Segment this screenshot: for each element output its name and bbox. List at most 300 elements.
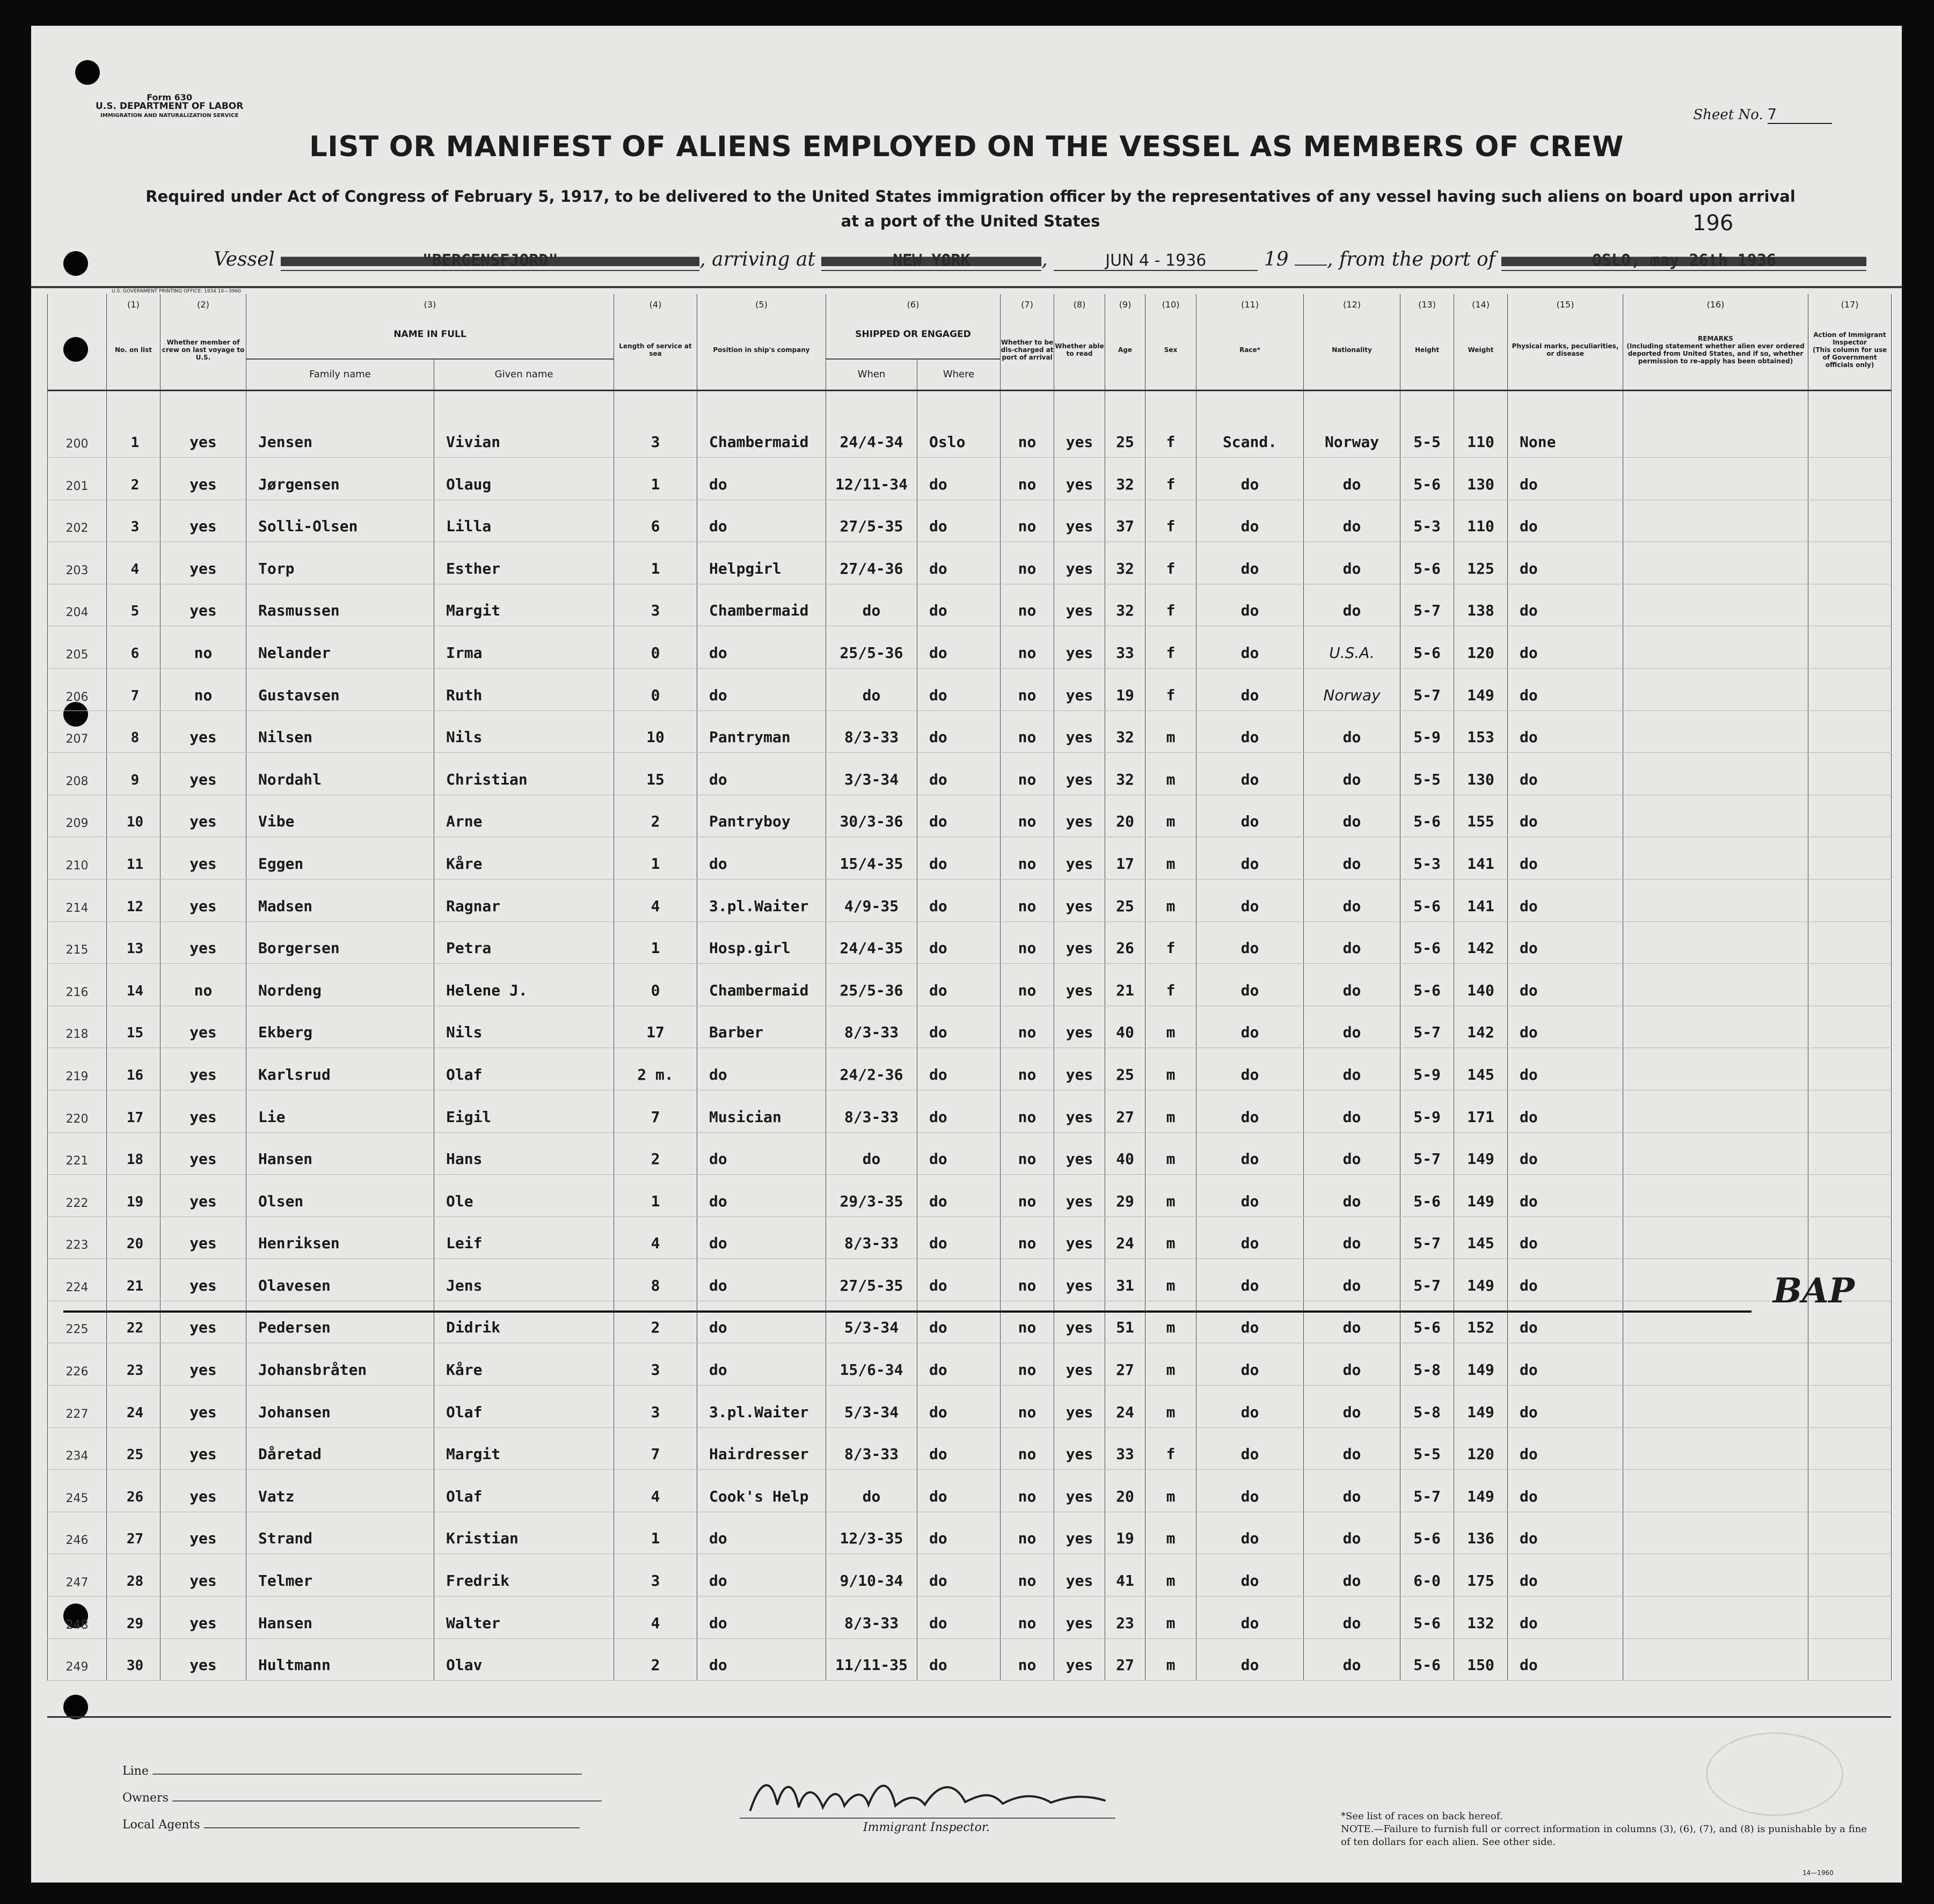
age-cell: 19: [1105, 1512, 1145, 1554]
header-position: Position in ship's company: [697, 310, 826, 391]
sex-cell: f: [1145, 626, 1196, 669]
from-label: , from the port of: [1327, 248, 1495, 270]
service-cell: 4: [614, 1217, 697, 1259]
action-cell: [1808, 1597, 1892, 1639]
col-number: (4): [614, 294, 697, 310]
height-cell: 5-6: [1400, 879, 1454, 921]
where-cell: do: [917, 500, 1001, 542]
when-cell: 3/3-34: [826, 753, 917, 795]
header-where: Where: [917, 359, 1001, 391]
header-nationality: Nationality: [1304, 310, 1400, 391]
physical-cell: do: [1508, 879, 1623, 921]
physical-cell: do: [1508, 1638, 1623, 1681]
discharge-cell: no: [1001, 1597, 1054, 1639]
weight-cell: 171: [1454, 1090, 1508, 1132]
nationality-cell: do: [1304, 1554, 1400, 1597]
remarks-cell: [1623, 1638, 1808, 1681]
weight-cell: 130: [1454, 753, 1508, 795]
member-cell: yes: [160, 584, 246, 626]
margin-number: 208: [48, 753, 107, 795]
table-row: [48, 1175, 1892, 1217]
nationality-cell: do: [1304, 1175, 1400, 1217]
inspector-signature: [729, 1767, 1158, 1826]
table-row: [48, 1217, 1892, 1259]
height-cell: 5-7: [1400, 1217, 1454, 1259]
race-cell: do: [1196, 1638, 1304, 1681]
action-cell: [1808, 458, 1892, 500]
table-row: [48, 1554, 1892, 1597]
weight-cell: 141: [1454, 837, 1508, 880]
table-row: [48, 1301, 1892, 1343]
margin-number: 205: [48, 626, 107, 669]
row-number: 7: [107, 668, 160, 711]
member-cell: yes: [160, 1132, 246, 1175]
family-name-cell: Ekberg: [246, 1006, 434, 1048]
service-cell: 0: [614, 964, 697, 1006]
discharge-cell: no: [1001, 1259, 1054, 1301]
physical-cell: do: [1508, 1470, 1623, 1512]
read-cell: yes: [1054, 1175, 1105, 1217]
family-name-cell: Eggen: [246, 837, 434, 880]
action-cell: [1808, 1554, 1892, 1597]
member-cell: no: [160, 626, 246, 669]
age-cell: 24: [1105, 1386, 1145, 1428]
position-cell: do: [697, 1132, 826, 1175]
when-cell: 27/4-36: [826, 542, 917, 584]
weight-cell: 152: [1454, 1301, 1508, 1343]
table-row: [48, 1386, 1892, 1428]
weight-cell: 145: [1454, 1217, 1508, 1259]
sex-cell: f: [1145, 964, 1196, 1006]
row-number: 10: [107, 795, 160, 837]
row-number: 22: [107, 1301, 160, 1343]
remarks-cell: [1623, 1006, 1808, 1048]
remarks-cell: [1623, 1090, 1808, 1132]
header-action: [1808, 310, 1892, 391]
family-name-cell: Vibe: [246, 795, 434, 837]
weight-cell: 149: [1454, 1132, 1508, 1175]
position-cell: Hairdresser: [697, 1427, 826, 1470]
nationality-cell: do: [1304, 879, 1400, 921]
table-row: [48, 1006, 1892, 1048]
age-cell: 32: [1105, 753, 1145, 795]
age-cell: 27: [1105, 1090, 1145, 1132]
table-row: [48, 584, 1892, 626]
member-cell: no: [160, 964, 246, 1006]
read-cell: yes: [1054, 1470, 1105, 1512]
service-cell: 3: [614, 1343, 697, 1386]
action-note: (This column for use of Government officials only): [1812, 346, 1887, 369]
read-cell: yes: [1054, 1638, 1105, 1681]
race-cell: do: [1196, 1512, 1304, 1554]
position-cell: do: [697, 1259, 826, 1301]
when-cell: 24/2-36: [826, 1048, 917, 1090]
position-cell: do: [697, 1597, 826, 1639]
given-name-cell: Leif: [434, 1217, 614, 1259]
discharge-cell: no: [1001, 1343, 1054, 1386]
when-cell: 8/3-33: [826, 1597, 917, 1639]
where-cell: do: [917, 1597, 1001, 1639]
height-cell: 5-9: [1400, 1090, 1454, 1132]
discharge-cell: no: [1001, 1554, 1054, 1597]
discharge-cell: no: [1001, 1427, 1054, 1470]
remarks-cell: [1623, 795, 1808, 837]
agents-field: [122, 1818, 580, 1832]
where-cell: do: [917, 1259, 1001, 1301]
height-cell: 5-6: [1400, 795, 1454, 837]
header-able-read: Whether able to read: [1054, 310, 1105, 391]
given-name-cell: Kristian: [434, 1512, 614, 1554]
header-age: Age: [1105, 310, 1145, 391]
given-name-cell: Olaf: [434, 1386, 614, 1428]
age-cell: 40: [1105, 1132, 1145, 1175]
where-cell: do: [917, 1386, 1001, 1428]
action-cell: [1808, 1470, 1892, 1512]
sex-cell: m: [1145, 1554, 1196, 1597]
action-cell: [1808, 711, 1892, 753]
year-blank: [1295, 265, 1327, 266]
table-row: [48, 1132, 1892, 1175]
row-number: 1: [107, 391, 160, 458]
penalty-note: NOTE.—Failure to furnish full or correct information in columns (3), (6), (7), and (8) is punishable by a fine of ten dollars for each alien. See other side.: [1341, 1824, 1867, 1848]
physical-cell: do: [1508, 1554, 1623, 1597]
where-cell: do: [917, 879, 1001, 921]
weight-cell: 125: [1454, 542, 1508, 584]
family-name-cell: Jørgensen: [246, 458, 434, 500]
family-name-cell: Dåretad: [246, 1427, 434, 1470]
sex-cell: m: [1145, 711, 1196, 753]
weight-cell: 149: [1454, 1175, 1508, 1217]
read-cell: yes: [1054, 1090, 1105, 1132]
table-row: [48, 626, 1892, 669]
height-cell: 5-7: [1400, 1470, 1454, 1512]
col-number: (13): [1400, 294, 1454, 310]
page-subtitle: Required under Act of Congress of February 5, 1917, to be delivered to the United States immigration officer by the representatives of any vessel having such aliens on board upon arrival at a port of the United States: [145, 187, 1796, 230]
age-cell: 33: [1105, 1427, 1145, 1470]
row-number: 20: [107, 1217, 160, 1259]
member-cell: yes: [160, 837, 246, 880]
nationality-cell: do: [1304, 837, 1400, 880]
when-cell: 8/3-33: [826, 1006, 917, 1048]
arrival-date-stamp: JUN 4 - 1936: [1054, 251, 1258, 271]
sex-cell: m: [1145, 1343, 1196, 1386]
physical-cell: do: [1508, 964, 1623, 1006]
given-name-cell: Nils: [434, 711, 614, 753]
row-number: 5: [107, 584, 160, 626]
position-cell: do: [697, 1343, 826, 1386]
race-cell: do: [1196, 711, 1304, 753]
action-cell: [1808, 1427, 1892, 1470]
sex-cell: f: [1145, 391, 1196, 458]
when-cell: 4/9-35: [826, 879, 917, 921]
margin-number: 248: [48, 1597, 107, 1639]
table-row: [48, 542, 1892, 584]
discharge-cell: no: [1001, 1175, 1054, 1217]
age-cell: 27: [1105, 1638, 1145, 1681]
action-cell: [1808, 1512, 1892, 1554]
read-cell: yes: [1054, 458, 1105, 500]
position-cell: Musician: [697, 1090, 826, 1132]
service-cell: 2: [614, 795, 697, 837]
margin-number: 225: [48, 1301, 107, 1343]
service-cell: 1: [614, 458, 697, 500]
col-number: (9): [1105, 294, 1145, 310]
sex-cell: f: [1145, 458, 1196, 500]
remarks-cell: [1623, 964, 1808, 1006]
given-name-cell: Nils: [434, 1006, 614, 1048]
family-name-cell: Johansbråten: [246, 1343, 434, 1386]
service-cell: 1: [614, 1512, 697, 1554]
remarks-cell: [1623, 1048, 1808, 1090]
read-cell: yes: [1054, 584, 1105, 626]
service-cell: 17: [614, 1006, 697, 1048]
table-row: [48, 1427, 1892, 1470]
physical-cell: do: [1508, 626, 1623, 669]
member-cell: yes: [160, 1217, 246, 1259]
read-cell: yes: [1054, 542, 1105, 584]
races-note: *See list of races on back hereof.: [1341, 1811, 1503, 1822]
discharge-cell: no: [1001, 711, 1054, 753]
weight-cell: 110: [1454, 391, 1508, 458]
position-cell: do: [697, 1217, 826, 1259]
age-cell: 41: [1105, 1554, 1145, 1597]
header-remarks: [1623, 310, 1808, 391]
family-name-cell: Nordahl: [246, 753, 434, 795]
action-cell: [1808, 753, 1892, 795]
age-cell: 17: [1105, 837, 1145, 880]
column-numbers: [48, 294, 1892, 310]
action-cell: [1808, 837, 1892, 880]
sex-cell: m: [1145, 795, 1196, 837]
race-cell: do: [1196, 500, 1304, 542]
header-whether-member: Whether member of crew on last voyage to U.S.: [160, 310, 246, 391]
margin-number: 202: [48, 500, 107, 542]
position-cell: do: [697, 626, 826, 669]
height-cell: 5-8: [1400, 1343, 1454, 1386]
service-cell: 2: [614, 1638, 697, 1681]
position-cell: Pantryman: [697, 711, 826, 753]
age-cell: 40: [1105, 1006, 1145, 1048]
discharge-cell: no: [1001, 668, 1054, 711]
where-cell: do: [917, 1427, 1001, 1470]
member-cell: yes: [160, 1597, 246, 1639]
position-cell: Chambermaid: [697, 391, 826, 458]
service-cell: 7: [614, 1090, 697, 1132]
margin-number: 209: [48, 795, 107, 837]
row-number: 18: [107, 1132, 160, 1175]
when-cell: 8/3-33: [826, 711, 917, 753]
when-cell: 27/5-35: [826, 1259, 917, 1301]
row-number: 12: [107, 879, 160, 921]
position-cell: Helpgirl: [697, 542, 826, 584]
discharge-cell: no: [1001, 1512, 1054, 1554]
action-cell: [1808, 879, 1892, 921]
weight-cell: 145: [1454, 1048, 1508, 1090]
service-cell: 1: [614, 542, 697, 584]
where-cell: do: [917, 921, 1001, 964]
table-row: [48, 711, 1892, 753]
sex-cell: f: [1145, 921, 1196, 964]
year-label: 19: [1264, 248, 1289, 270]
table-row: [48, 964, 1892, 1006]
where-cell: do: [917, 1301, 1001, 1343]
nationality-cell: do: [1304, 1048, 1400, 1090]
given-name-cell: Ragnar: [434, 879, 614, 921]
nationality-cell: do: [1304, 542, 1400, 584]
row-number: 3: [107, 500, 160, 542]
agents-blank: [204, 1827, 580, 1828]
table-row: [48, 921, 1892, 964]
read-cell: yes: [1054, 1343, 1105, 1386]
margin-number: 223: [48, 1217, 107, 1259]
when-cell: 11/11-35: [826, 1638, 917, 1681]
member-cell: yes: [160, 542, 246, 584]
col-number: (8): [1054, 294, 1105, 310]
header-name-in-full: NAME IN FULL: [246, 310, 614, 359]
sex-cell: m: [1145, 1048, 1196, 1090]
department: U.S. DEPARTMENT OF LABOR: [96, 101, 244, 112]
height-cell: 5-6: [1400, 1512, 1454, 1554]
remarks-cell: [1623, 542, 1808, 584]
physical-cell: do: [1508, 458, 1623, 500]
weight-cell: 142: [1454, 921, 1508, 964]
line-blank: [152, 1774, 582, 1775]
member-cell: yes: [160, 1301, 246, 1343]
row-number: 19: [107, 1175, 160, 1217]
sex-cell: f: [1145, 668, 1196, 711]
when-cell: 24/4-34: [826, 391, 917, 458]
margin-number: 200: [48, 391, 107, 458]
race-cell: do: [1196, 1427, 1304, 1470]
sex-cell: f: [1145, 1427, 1196, 1470]
when-cell: 27/5-35: [826, 500, 917, 542]
nationality-cell: Norway: [1304, 391, 1400, 458]
read-cell: yes: [1054, 626, 1105, 669]
action-cell: [1808, 542, 1892, 584]
age-cell: 19: [1105, 668, 1145, 711]
member-cell: yes: [160, 753, 246, 795]
age-cell: 25: [1105, 879, 1145, 921]
where-cell: do: [917, 626, 1001, 669]
physical-cell: None: [1508, 391, 1623, 458]
service-cell: 10: [614, 711, 697, 753]
table-row: [48, 1048, 1892, 1090]
given-name-cell: Walter: [434, 1597, 614, 1639]
discharge-cell: no: [1001, 964, 1054, 1006]
age-cell: 33: [1105, 626, 1145, 669]
margin-number: 245: [48, 1470, 107, 1512]
col-number: (11): [1196, 294, 1304, 310]
vessel-name: "BERGENSFJORD": [281, 251, 699, 271]
action-title: Action of Immigrant Inspector: [1813, 331, 1886, 346]
read-cell: yes: [1054, 964, 1105, 1006]
where-cell: do: [917, 795, 1001, 837]
read-cell: yes: [1054, 1386, 1105, 1428]
position-cell: do: [697, 1301, 826, 1343]
header-height: Height: [1400, 310, 1454, 391]
table-row: [48, 1259, 1892, 1301]
weight-cell: 149: [1454, 1259, 1508, 1301]
member-cell: yes: [160, 1386, 246, 1428]
family-name-cell: Rasmussen: [246, 584, 434, 626]
inspector-label: Immigrant Inspector.: [863, 1821, 990, 1834]
service-cell: 3: [614, 584, 697, 626]
physical-cell: do: [1508, 711, 1623, 753]
age-cell: 27: [1105, 1343, 1145, 1386]
nationality-cell: do: [1304, 795, 1400, 837]
column-labels: [48, 310, 1892, 359]
margin-number: 234: [48, 1427, 107, 1470]
table-row: [48, 753, 1892, 795]
family-name-cell: Henriksen: [246, 1217, 434, 1259]
when-cell: 9/10-34: [826, 1554, 917, 1597]
read-cell: yes: [1054, 1006, 1105, 1048]
race-cell: do: [1196, 1006, 1304, 1048]
weight-cell: 110: [1454, 500, 1508, 542]
margin-number: 222: [48, 1175, 107, 1217]
physical-cell: do: [1508, 1386, 1623, 1428]
remarks-cell: [1623, 500, 1808, 542]
race-cell: do: [1196, 1217, 1304, 1259]
weight-cell: 130: [1454, 458, 1508, 500]
sex-cell: m: [1145, 837, 1196, 880]
given-name-cell: Irma: [434, 626, 614, 669]
strike-through-line: [63, 1310, 1751, 1313]
remarks-note: (Including statement whether alien ever ordered deported from United States, and if so, whether permission to re-apply has been obtained): [1626, 342, 1805, 365]
race-cell: do: [1196, 879, 1304, 921]
nationality-cell: do: [1304, 1132, 1400, 1175]
age-cell: 32: [1105, 458, 1145, 500]
service-cell: 3: [614, 1386, 697, 1428]
member-cell: yes: [160, 1554, 246, 1597]
read-cell: yes: [1054, 1427, 1105, 1470]
row-number: 2: [107, 458, 160, 500]
physical-cell: do: [1508, 668, 1623, 711]
when-cell: 30/3-36: [826, 795, 917, 837]
height-cell: 5-6: [1400, 626, 1454, 669]
line-field: [122, 1764, 582, 1778]
service-cell: 6: [614, 500, 697, 542]
nationality-cell: do: [1304, 1470, 1400, 1512]
sheet-number-value: 7: [1768, 105, 1832, 124]
where-cell: do: [917, 1217, 1001, 1259]
action-cell: [1808, 626, 1892, 669]
discharge-cell: no: [1001, 584, 1054, 626]
row-number: 24: [107, 1386, 160, 1428]
physical-cell: do: [1508, 921, 1623, 964]
weight-cell: 138: [1454, 584, 1508, 626]
margin-number: 204: [48, 584, 107, 626]
read-cell: yes: [1054, 1301, 1105, 1343]
weight-cell: 120: [1454, 626, 1508, 669]
remarks-cell: [1623, 711, 1808, 753]
height-cell: 5-7: [1400, 584, 1454, 626]
discharge-cell: no: [1001, 921, 1054, 964]
where-cell: do: [917, 1048, 1001, 1090]
row-number: 27: [107, 1512, 160, 1554]
table-bottom-rule: [47, 1716, 1891, 1718]
given-name-cell: Margit: [434, 584, 614, 626]
row-number: 26: [107, 1470, 160, 1512]
when-cell: 25/5-36: [826, 964, 917, 1006]
action-cell: [1808, 795, 1892, 837]
action-cell: [1808, 1343, 1892, 1386]
table-row: [48, 1638, 1892, 1681]
height-cell: 5-7: [1400, 1132, 1454, 1175]
where-cell: do: [917, 1006, 1001, 1048]
margin-number: 206: [48, 668, 107, 711]
sex-cell: m: [1145, 1217, 1196, 1259]
